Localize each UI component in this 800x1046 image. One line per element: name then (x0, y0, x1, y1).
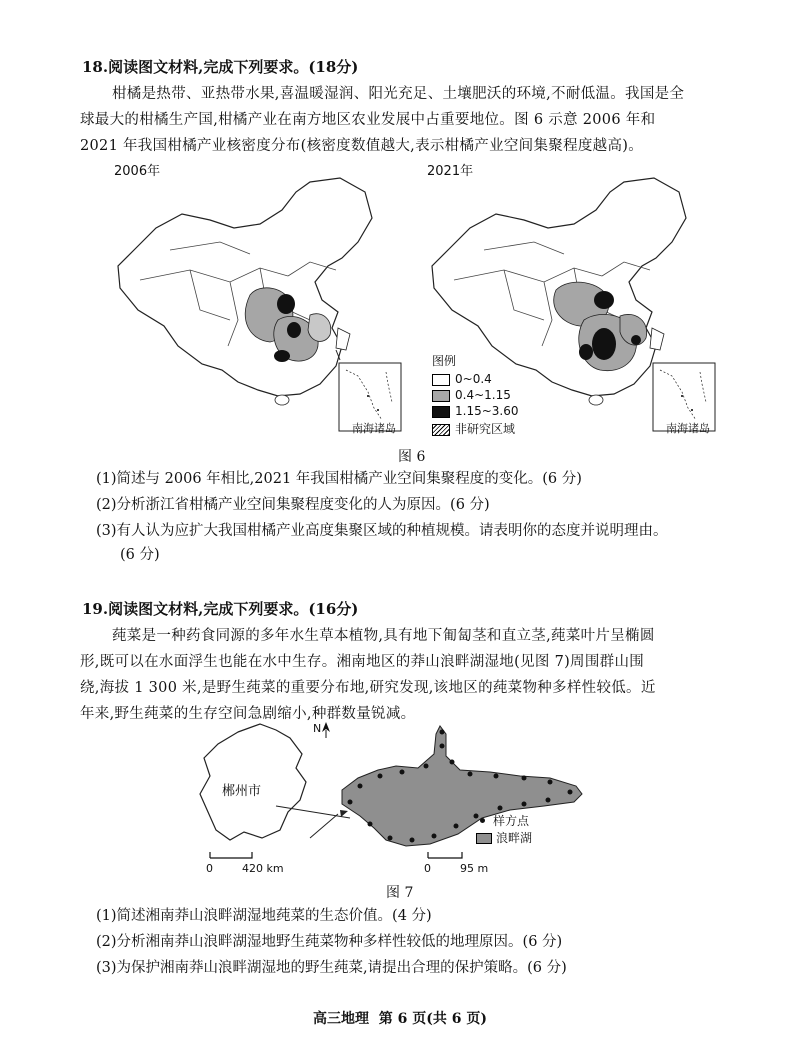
q18-question-3: (3)有人认为应扩大我国柑橘产业高度集聚区域的种植规模。请表明你的态度并说明理由。 (96, 523, 668, 539)
q18-question-1: (1)简述与 2006 年相比,2021 年我国柑橘产业空间集聚程度的变化。(6 分) (96, 471, 582, 487)
figure-7-legend (476, 812, 532, 846)
map-2021-year: 2021年 (427, 164, 474, 179)
q19-para-line-4: 年来,野生莼菜的生存空间急剧缩小,种群数量锐减。 (80, 706, 416, 722)
q19-question-2: (2)分析湘南莽山浪畔湖湿地野生莼菜物种多样性较低的地理原因。(6 分) (96, 934, 563, 950)
chenzhou-city-label: 郴州市 (222, 784, 262, 799)
q18-para-line-3: 2021 年我国柑橘产业核密度分布(核密度数值越大,表示柑橘产业空间集聚程度越高)。 (80, 138, 644, 154)
q19-question-1: (1)简述湘南莽山浪畔湖湿地莼菜的生态价值。(4 分) (96, 908, 432, 924)
q18-para-line-2: 球最大的柑橘生产国,柑橘产业在南方地区农业发展中占重要地位。图 6 示意 2006 年和 (80, 112, 656, 128)
scale-right-zero: 0 (424, 862, 431, 875)
q19-para-line-1: 莼菜是一种药食同源的多年水生草本植物,具有地下匍匐茎和直立茎,莼菜叶片呈椭圆 (112, 628, 655, 644)
legend-title: 图例 (432, 354, 457, 368)
q18-para-line-1: 柑橘是热带、亚热带水果,喜温暖湿润、阳光充足、土壤肥沃的环境,不耐低温。我国是全 (112, 86, 685, 102)
scale-right-value: 95 m (460, 862, 489, 875)
figure-7-caption: 图 7 (386, 885, 414, 901)
q19-title: 19.阅读图文材料,完成下列要求。(16分) (82, 600, 359, 618)
q18-question-3-points: (6 分) (120, 547, 160, 563)
map-legend (432, 352, 519, 437)
page-footer: 高三地理 第 6 页(共 6 页) (313, 1011, 487, 1027)
figure-6-caption: 图 6 (398, 449, 426, 465)
q19-para-line-2: 形,既可以在水面浮生也能在水中生存。湘南地区的莽山浪畔湖湿地(见图 7)周围群山围 (80, 654, 645, 670)
inset-label-2006: 南海诸岛 (352, 422, 396, 435)
inset-label-2021: 南海诸岛 (666, 422, 710, 435)
north-arrow-label: N (313, 722, 322, 735)
legend-item-non-study: 非研究区域 (432, 420, 519, 437)
legend-item-low: 0~0.4 (432, 372, 519, 386)
q19-para-line-3: 绕,海拔 1 300 米,是野生莼菜的重要分布地,研究发现,该地区的莼菜物种多样性较低。近 (80, 680, 656, 696)
scale-left-value: 420 km (242, 862, 284, 875)
legend-item-mid: 0.4~1.15 (432, 388, 519, 402)
scale-left-zero: 0 (206, 862, 213, 875)
q18-title: 18.阅读图文材料,完成下列要求。(18分) (82, 58, 359, 76)
q19-question-3: (3)为保护湘南莽山浪畔湖湿地的野生莼菜,请提出合理的保护策略。(6 分) (96, 960, 567, 976)
q18-question-2: (2)分析浙江省柑橘产业空间集聚程度变化的人为原因。(6 分) (96, 497, 490, 513)
legend-lake: 浪畔湖 (476, 829, 532, 846)
legend-sample-point: 样方点 (476, 812, 532, 829)
legend-item-high: 1.15~3.60 (432, 404, 519, 418)
map-2006-year: 2006年 (114, 164, 161, 179)
